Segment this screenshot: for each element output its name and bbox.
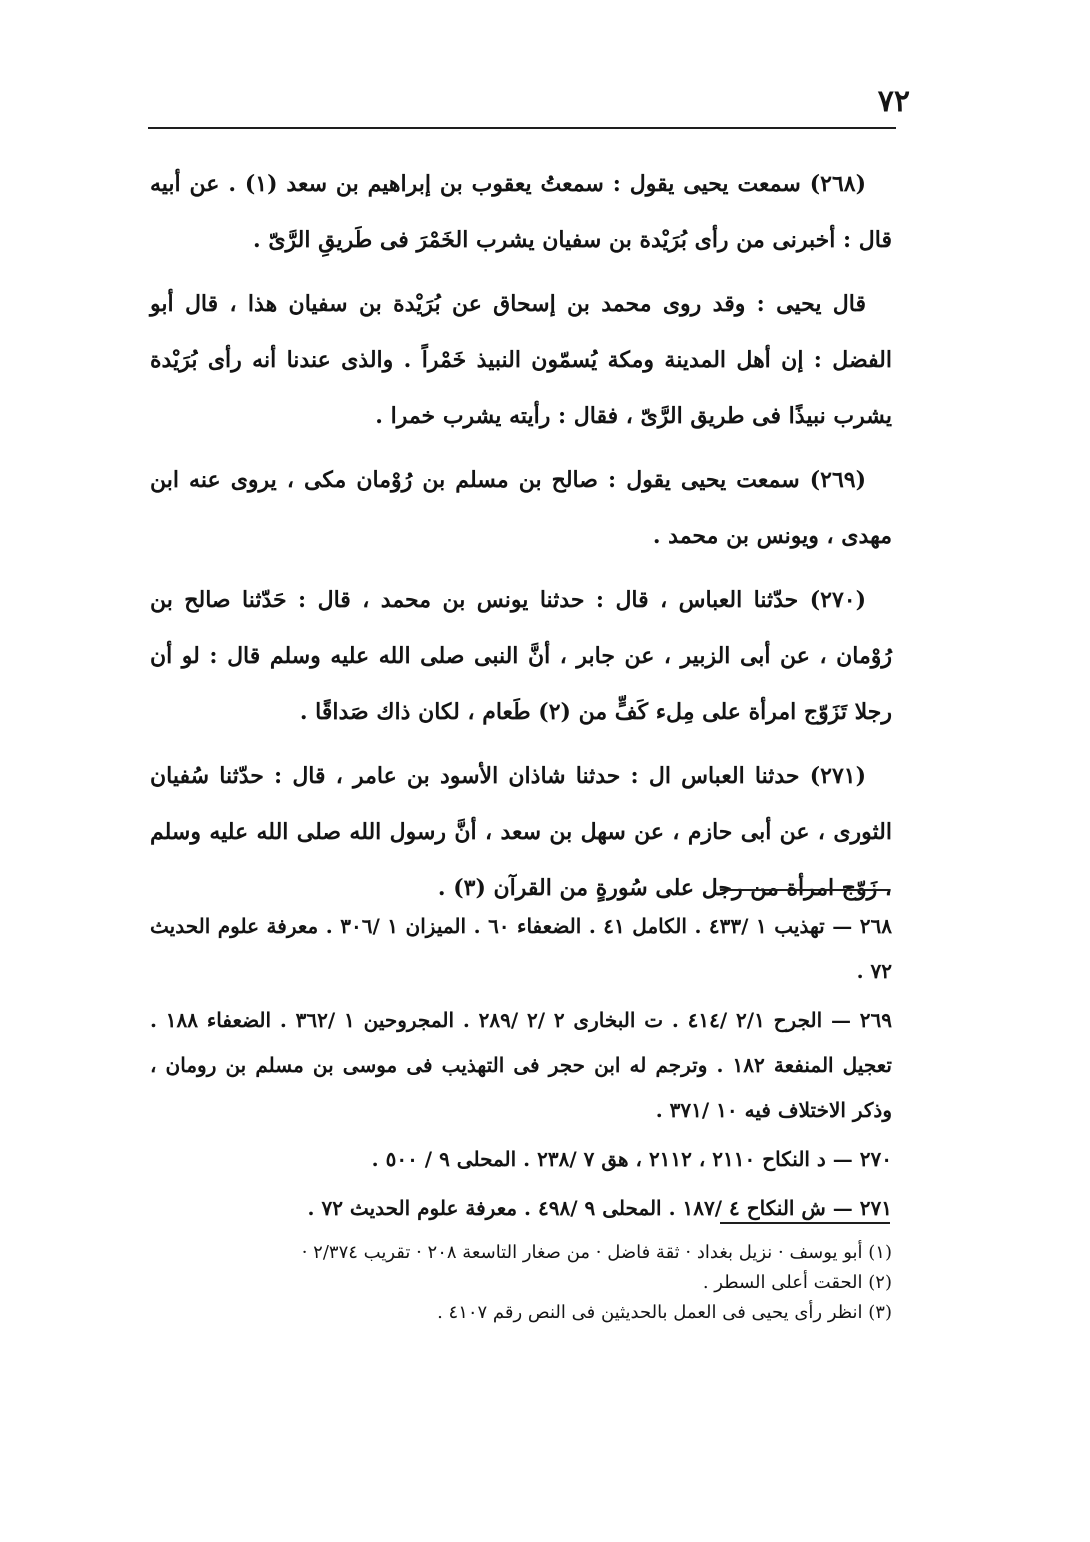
footnotes-section — [150, 1238, 892, 1328]
paragraph-268-commentary: قال يحيى : وقد روى محمد بن إسحاق عن بُرَيْدة بن سفيان هذا ، قال أبو الفضل : إن أهل المدينة ومكة يُسمّون النبيذ خَمْراً . والذى عندنا أنه رأى بُرَيْدة يشرب نبيذًا فى طريق الرَّىّ ، فقال : رأيته يشرب خمرا . — [150, 291, 892, 429]
header-rule — [148, 127, 896, 129]
reference-270: ٢٧٠ — د النكاح ٢١١٠ ، ٢١١٢ ، هق ٧ /٢٣٨ . المحلى ٩ / ٥٠٠ . — [371, 1147, 892, 1171]
page-number: ٧٢ — [877, 84, 910, 119]
paragraph-271: (٢٧١) حدثنا العباس ال : حدثنا شاذان الأسود بن عامر ، قال : حدّثنا سُفيان الثورى ، عن أبى حازم ، عن سهل بن سعد ، أنَّ رسول الله صلى الله عليه وسلم ، زَوّج امرأة من رجل على سُورةٍ من القرآن (٣) . — [150, 763, 892, 901]
footnotes-separator — [720, 1222, 890, 1224]
reference-268: ٢٦٨ — تهذيب ١ /٤٣٣ . الكامل ٤١ . الضعفاء ٦٠ . الميزان ١ /٣٠٦ . معرفة علوم الحديث ٧٢ . — [150, 914, 892, 983]
footnote-2: (٢) الحقت أعلى السطر . — [702, 1272, 892, 1293]
reference-271: ٢٧١ — ش النكاح ٤ /١٨٧ . المحلى ٩ /٤٩٨ . معرفة علوم الحديث ٧٢ . — [307, 1196, 892, 1220]
footnote-1: (١) أبو يوسف · نزيل بغداد · ثقة فاضل · من صغار التاسعة ٢٠٨ · تقريب ٢/٣٧٤ · — [301, 1242, 892, 1263]
references-separator — [720, 889, 890, 891]
reference-269: ٢٦٩ — الجرح ٢/١ /٤١٤ . ت البخارى ٢ /٢ /٢٨٩ . المجروحين ١ /٣٦٢ . الضعفاء ١٨٨ . تعجيل المنفعة ١٨٢ . وترجم له ابن حجر فى التهذيب فى موسى بن مسلم بن رومان ، وذكر الاختلاف فيه ١٠ /٣٧١ . — [150, 1008, 892, 1122]
paragraph-268: (٢٦٨) سمعت يحيى يقول : سمعتُ يعقوب بن إبراهيم بن سعد (١) . عن أبيه قال : أخبرنى من رأى بُرَيْدة بن سفيان يشرب الخَمْرَ فى طَريقِ الرَّىّ . — [150, 171, 892, 253]
paragraph-269: (٢٦٩) سمعت يحيى يقول : صالح بن مسلم بن رُوْمان مكى ، يروى عنه ابن مهدى ، ويونس بن محمد . — [150, 467, 892, 549]
paragraph-270: (٢٧٠) حدّثنا العباس ، قال : حدثنا يونس بن محمد ، قال : حَدّثنا صالح بن رُوْمان ، عن أبى الزبير ، عن جابر ، أنَّ النبى صلى الله عليه وسلم قال : لو أن رجلا تَزَوّج امرأة على مِلء كَفٍّ من (٢) طَعام ، لكان ذاك صَداقًا . — [150, 587, 892, 725]
main-text — [150, 156, 892, 924]
references-section — [150, 904, 892, 1235]
footnote-3: (٣) انظر رأى يحيى فى العمل بالحديثين فى النص رقم ٤١٠٧ . — [437, 1302, 892, 1323]
